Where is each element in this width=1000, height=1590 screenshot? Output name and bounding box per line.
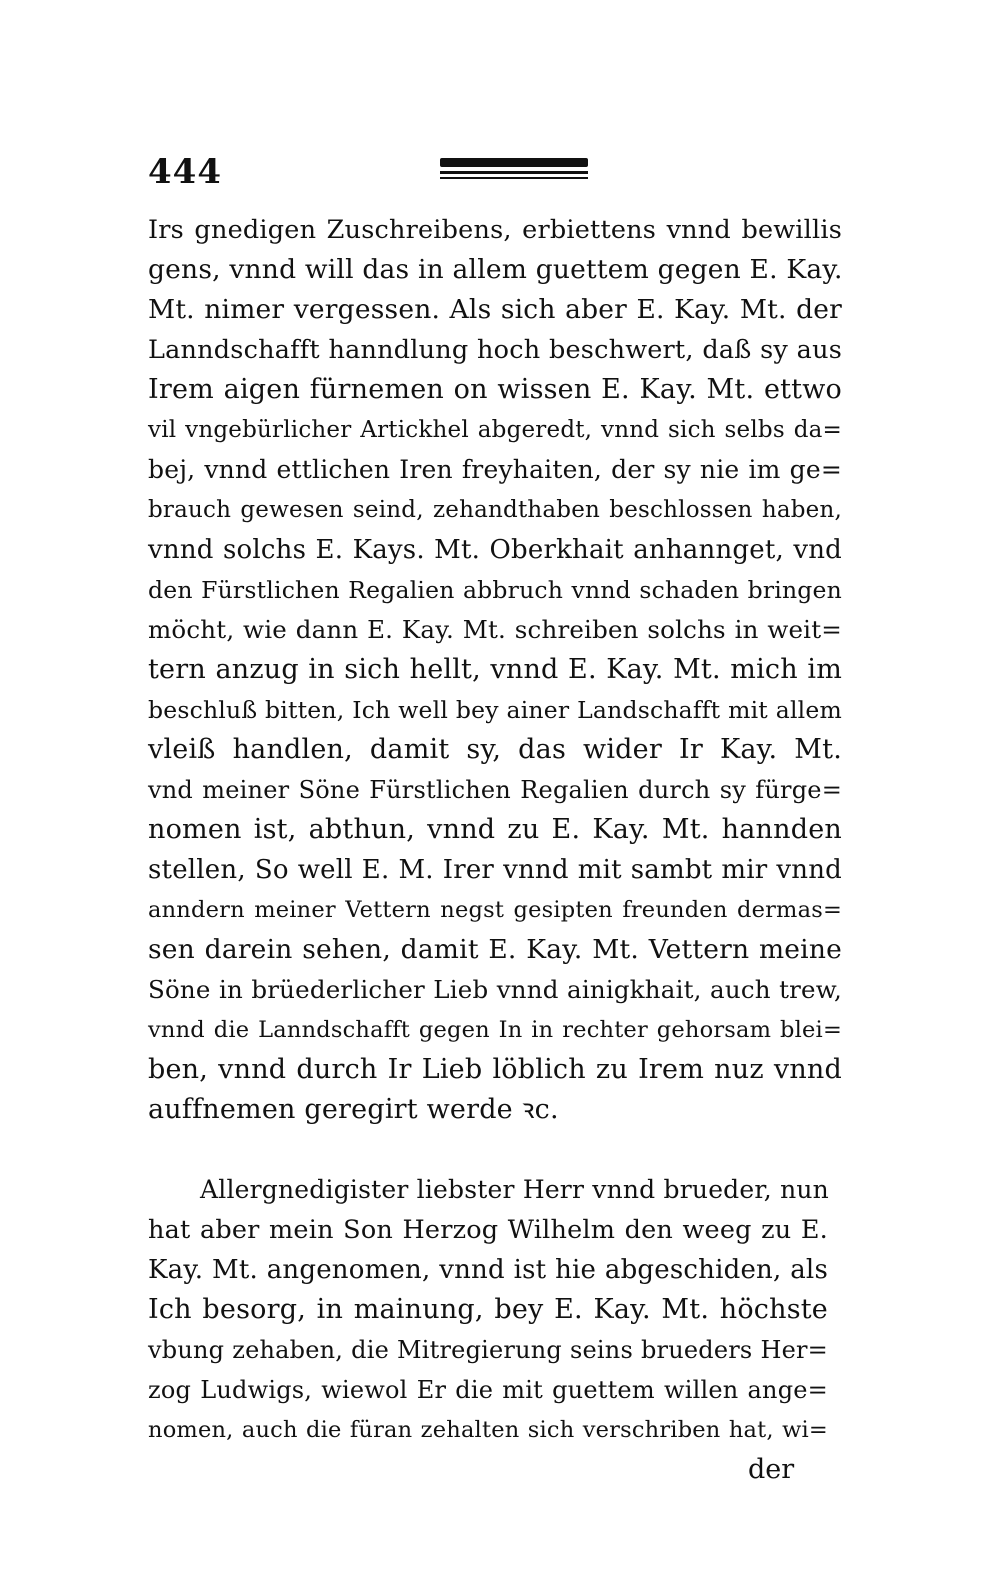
text-line: Ich besorg, in mainung, bey E. Kay. Mt. höchste	[148, 1294, 828, 1325]
text-line: bej, vnnd ettlichen Iren freyhaiten, der sy nie im ge=	[148, 455, 842, 484]
text-line: vnnd die Lanndschafft gegen In in rechter gehorsam blei=	[148, 1017, 842, 1043]
text-line: möcht, wie dann E. Kay. Mt. schreiben solchs in weit=	[148, 615, 842, 644]
text-line: anndern meiner Vettern negst gesipten freunden dermas=	[148, 897, 842, 923]
text-line: zog Ludwigs, wiewol Er die mit guettem willen ange=	[148, 1376, 828, 1404]
text-line: stellen, So well E. M. Irer vnnd mit sambt mir vnnd	[148, 855, 842, 885]
catchword: der	[748, 1454, 795, 1485]
text-line: Mt. nimer vergessen. Als sich aber E. Kay. Mt. der	[148, 294, 842, 325]
text-line: nomen ist, abthun, vnnd zu E. Kay. Mt. hannden	[148, 814, 842, 845]
text-line: tern anzug in sich hellt, vnnd E. Kay. Mt. mich im	[148, 654, 842, 685]
text-line: Söne in brüederlicher Lieb vnnd ainigkhait, auch trew,	[148, 975, 842, 1004]
text-line: Lanndschafft hanndlung hoch beschwert, daß sy aus	[148, 335, 842, 365]
text-line: Allergnedigister liebster Herr vnnd brueder, nun	[200, 1175, 829, 1204]
text-line: den Fürstlichen Regalien abbruch vnnd schaden bringen	[148, 576, 842, 604]
page-number: 444	[148, 152, 222, 192]
text-line: beschluß bitten, Ich well bey ainer Landschafft mit allem	[148, 696, 842, 724]
ornament-thick-rule	[440, 158, 588, 167]
ornament-thin-rule	[440, 171, 588, 174]
text-line: vbung zehaben, die Mitregierung seins brueders Her=	[148, 1336, 828, 1364]
text-line: vnd meiner Söne Fürstlichen Regalien durch sy fürge=	[148, 776, 842, 804]
text-line: ben, vnnd durch Ir Lieb löblich zu Irem nuz vnnd	[148, 1054, 842, 1085]
text-line: Irem aigen fürnemen on wissen E. Kay. Mt. ettwo	[148, 374, 842, 405]
text-line: auffnemen geregirt werde ꝛc.	[148, 1094, 559, 1125]
ornament-hairline-rule	[440, 177, 588, 179]
text-line: hat aber mein Son Herzog Wilhelm den weeg zu E.	[148, 1215, 828, 1245]
text-line: brauch gewesen seind, zehandthaben beschlossen haben,	[148, 497, 842, 523]
text-line: gens, vnnd will das in allem guettem gegen E. Kay.	[148, 254, 843, 285]
text-line: vleiß handlen, damit sy, das wider Ir Kay. Mt.	[148, 734, 842, 765]
header-ornament	[440, 158, 588, 180]
text-line: vnnd solchs E. Kays. Mt. Oberkhait anhannget, vnd	[148, 535, 842, 565]
text-line: vil vngebürlicher Artickhel abgeredt, vnnd sich selbs da=	[148, 417, 842, 443]
text-line: nomen, auch die füran zehalten sich verschriben hat, wi=	[148, 1417, 828, 1443]
text-line: Kay. Mt. angenomen, vnnd ist hie abgeschiden, als	[148, 1255, 828, 1285]
text-line: sen darein sehen, damit E. Kay. Mt. Vettern meine	[148, 934, 842, 965]
text-line: Irs gnedigen Zuschreibens, erbiettens vnnd bewillis	[148, 215, 842, 245]
